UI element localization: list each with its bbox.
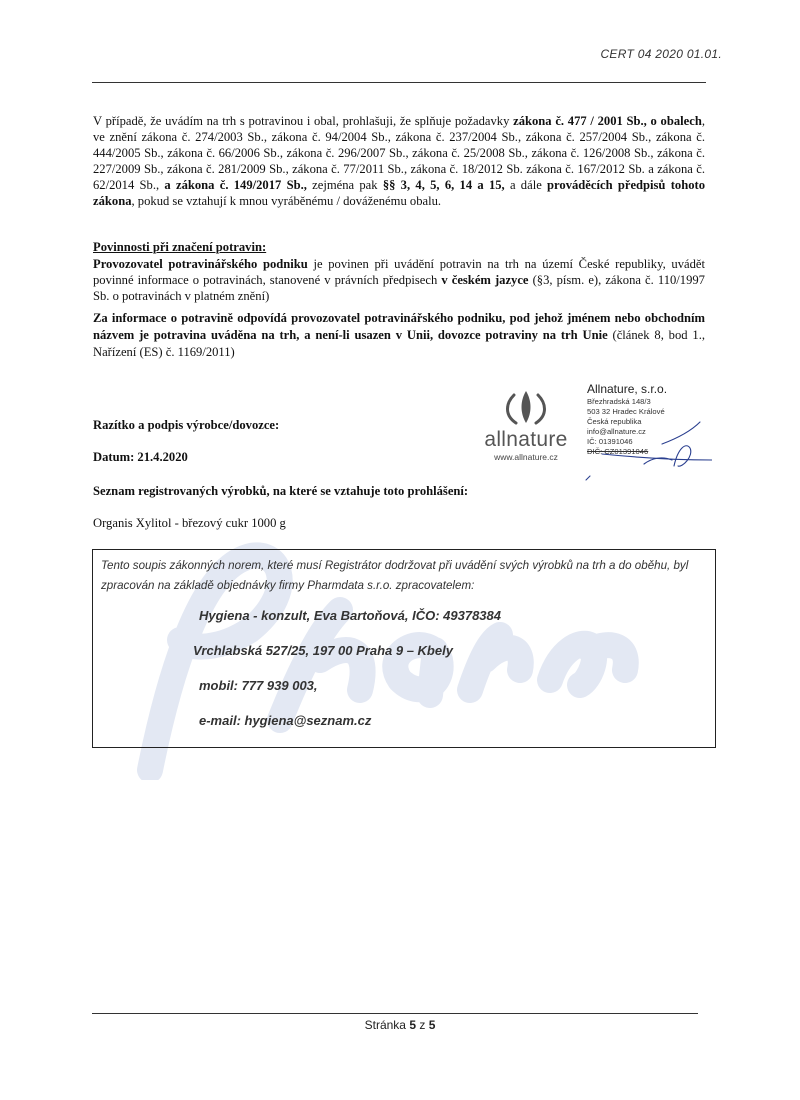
processor-phone: mobil: 777 939 003, (199, 678, 318, 693)
processor-name: Hygiena - konzult, Eva Bartoňová, IČO: 49378384 (199, 608, 501, 623)
text-run: (článek 8, bod 1., Nařízení (ES) č. 1169/2011) (93, 328, 705, 359)
bold-run: a zákona č. 149/2017 Sb., (164, 178, 307, 192)
total-pages: 5 (428, 1018, 436, 1032)
obligations-heading: Povinnosti při značení potravin: (93, 240, 267, 254)
current-page: 5 (409, 1018, 417, 1032)
document-code: CERT 04 2020 01.01. (600, 47, 722, 61)
bold-run: zákona č. 477 / 2001 Sb., o obalech (513, 114, 702, 128)
stamp-ico: IČ: 01391046 (587, 437, 633, 446)
obligations-paragraph (93, 256, 705, 304)
text-run: V případě, že uvádím na trh s potravinou i obal, prohlašuji, že splňuje požadavky (93, 114, 514, 128)
bold-run: §§ 3, 4, 5, 6, 14 a 15, (382, 178, 505, 192)
product-item: Organis Xylitol - březový cukr 1000 g (93, 516, 286, 530)
bold-run: v českém jazyce (441, 273, 529, 287)
text-run: , ve znění zákona č. 274/2003 Sb., zákona č. 94/2004 Sb., zákona č. 237/2004 Sb., zákona č. 257/2004 Sb., zákona č. 444/2005 Sb., zákona č. 66/2006 Sb., zákona č. 296/2007 Sb., zákona č. 25/2008 Sb., zákona č. 126/2008 Sb., zákona č. 227/2009 Sb., zákona č. 281/2009 Sb., zákona č. 77/2011 Sb., zákona č. 18/2012 Sb. zákona č. 167/2012 Sb. a zákona č. 62/2014 Sb., (93, 114, 705, 192)
bold-run: prováděcích předpisů tohoto zákona (93, 178, 705, 208)
processor-address: Vrchlabská 527/25, 197 00 Praha 9 – Kbely (193, 643, 453, 658)
logo-url: www.allnature.cz (494, 452, 558, 462)
text-run: a dále (504, 178, 548, 192)
packaging-declaration-paragraph (93, 113, 705, 209)
text-run: zejména pak (306, 178, 383, 192)
page-separator: z (416, 1018, 429, 1032)
stamp-email: info@allnature.cz (587, 427, 646, 436)
bold-run: Provozovatel potravinářského podniku (93, 257, 308, 271)
stamp-signature-label: Razítko a podpis výrobce/dovozce: (93, 418, 280, 432)
responsibility-paragraph (93, 310, 705, 361)
text-run: (§3, písm. e), zákona č. 110/1997 Sb. o potravinách v platném znění) (93, 273, 705, 303)
handwritten-signature (582, 418, 712, 488)
stamp-dic: DIČ: CZ01391046 (587, 447, 649, 456)
footer-divider (92, 1013, 698, 1014)
stamp-city: 503 32 Hradec Králové (587, 407, 665, 416)
header-divider (92, 82, 706, 83)
stamp-country: Česká republika (587, 417, 642, 426)
date-label: Datum: 21.4.2020 (93, 450, 188, 464)
text-run: je povinen při uvádění potravin na trh na území České republiky, uvádět povinné informace o potravinách, stanovené v právních předpisech (93, 257, 705, 287)
page-number (0, 1018, 800, 1032)
registered-products-heading: Seznam registrovaných výrobků, na které se vztahuje toto prohlášení: (93, 484, 469, 498)
page-prefix: Stránka (364, 1018, 410, 1032)
processor-email: e-mail: hygiena@seznam.cz (199, 713, 372, 728)
bold-run: Za informace o potravině odpovídá provozovatel potravinářského podniku, pod jehož jménem nebo obchodním názvem je potravina uváděna na trh, a není-li usazen v Unii, dovozce potraviny na trh Unie (93, 311, 705, 342)
processor-info-box (92, 549, 716, 748)
text-run: , pokud se vztahují k mnou vyráběnému / dováženému obalu. (131, 194, 442, 208)
stamp-company-name: Allnature, s.r.o. (587, 382, 668, 396)
stamp-street: Březhradská 148/3 (587, 397, 651, 406)
processor-intro: Tento soupis zákonných norem, které musí Registrátor dodržovat při uvádění svých výrobků na trh a do oběhu, byl zpracován na základě objednávky firmy Pharmdata s.r.o. zpracovatelem: (101, 559, 689, 592)
logo-wordmark: allnature (484, 428, 568, 451)
